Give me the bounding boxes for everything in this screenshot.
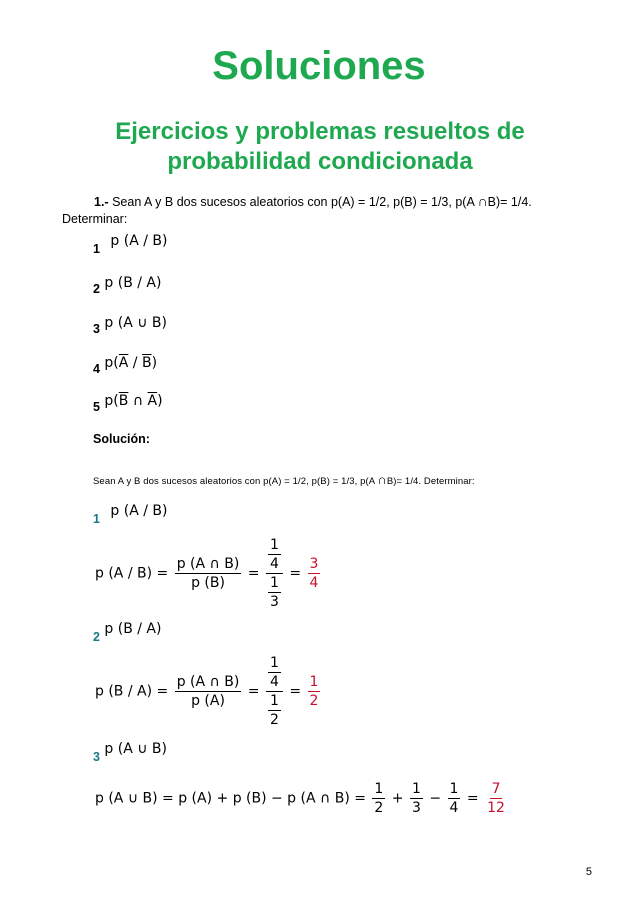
problem-number: 1.- xyxy=(94,195,109,209)
question-number: 4 xyxy=(93,362,100,376)
solution-2-equation: p (B / A) = $\frac{p (A \cap B)}{p (A)}$ = $\frac{\frac{1}{4}}{\frac{1}{2}}$ = $\frac{1}{2}$ xyxy=(95,655,319,728)
question-expr: $p(\overline{B}$ ∩ $\overline{A}$) xyxy=(104,393,163,409)
page-number: 5 xyxy=(585,866,592,878)
result-fraction: $\frac{3}{4}$ xyxy=(309,556,319,591)
question-number: 3 xyxy=(93,322,100,336)
subtitle-line-2: probabilidad condicionada xyxy=(167,148,473,175)
solution-intro: Sean A y B dos sucesos aleatorios con p(A) = 1/2, p(B) = 1/3, p(A ∩B)= 1/4. Determinar: xyxy=(93,472,475,487)
question-1 xyxy=(93,233,168,258)
solution-1-header: $_1$ p (A / B) xyxy=(93,503,168,526)
question-number: 1 xyxy=(93,242,100,256)
question-3 xyxy=(93,315,167,338)
solution-3-header: $_3$ p (A ∪ B) xyxy=(93,741,167,764)
solution-1-equation: p (A / B) = $\frac{p (A \cap B)}{p (B)}$ = $\frac{\frac{1}{4}}{\frac{1}{3}}$ = $\frac{3}{4}$ xyxy=(95,537,319,610)
intersection-symbol: ∩ xyxy=(477,193,488,209)
question-expr: p (A / B) xyxy=(110,233,168,249)
subtitle xyxy=(60,117,580,177)
problem-text-b: B)= 1/4. xyxy=(487,195,532,209)
subtitle-line-1: Ejercicios y problemas resueltos de xyxy=(115,118,525,145)
solution-heading: Solución: xyxy=(93,432,150,446)
page-title: Soluciones xyxy=(212,44,426,88)
problem-statement xyxy=(62,193,582,228)
result-fraction: $\frac{1}{2}$ xyxy=(309,674,319,709)
intersection-symbol: ∩ xyxy=(377,472,387,487)
question-2 xyxy=(93,275,162,298)
question-expr: p (A ∪ B) xyxy=(104,315,167,331)
problem-text-c: Determinar: xyxy=(62,212,128,226)
solution-2-header: $_2$ p (B / A) xyxy=(93,621,162,644)
question-4 xyxy=(93,355,158,378)
question-number: 2 xyxy=(93,282,100,296)
question-expr: $p(\overline{A} / \overline{B})$ xyxy=(104,355,158,371)
problem-text-a: Sean A y B dos sucesos aleatorios con p(A) = 1/2, p(B) = 1/3, p(A xyxy=(112,195,475,209)
question-number: 5 xyxy=(93,400,100,414)
result-fraction: $\frac{7}{12}$ xyxy=(487,781,505,816)
solution-3-equation: p (A ∪ B) = p (A) + p (B) − p (A ∩ B) = $\frac{1}{2}$ + $\frac{1}{3}$ − $\frac{1}{4}$ = $\frac{7}{12}$ xyxy=(95,781,505,816)
question-5 xyxy=(93,393,163,416)
question-expr: p (B / A) xyxy=(104,275,162,291)
